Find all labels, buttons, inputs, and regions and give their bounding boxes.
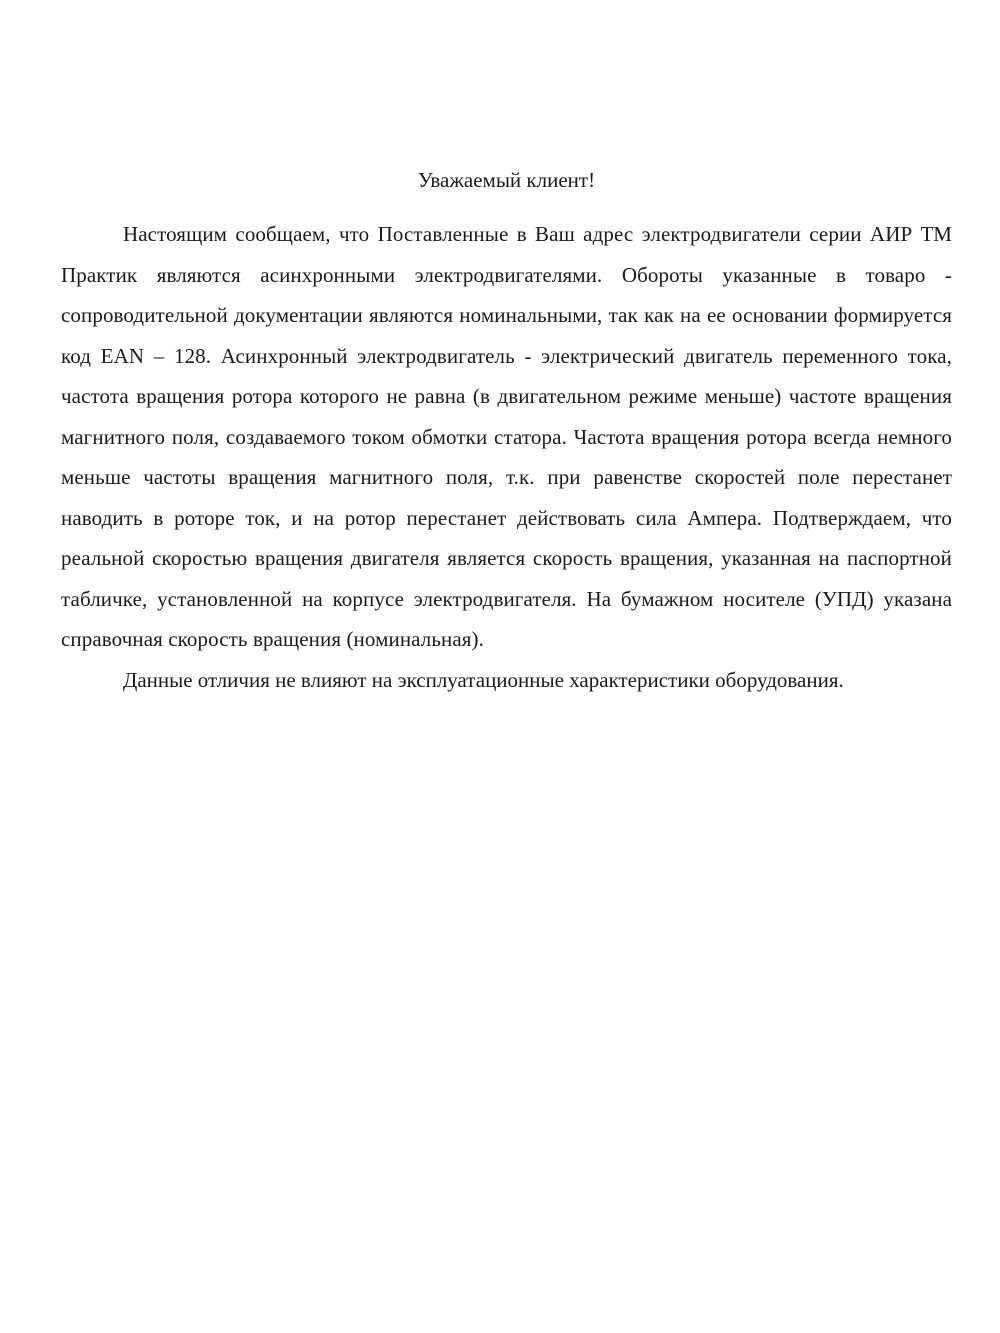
letter-body (61, 164, 952, 700)
main-paragraph: Настоящим сообщаем, что Поставленные в Ваш адрес электродвигатели серии АИР ТМ Практик являются асинхронными электродвигателями. Обороты указанные в товаро - сопроводительной документации являются номинальными, так как на ее основании формируется код EAN – 128. Асинхронный электродвигатель - электрический двигатель переменного тока, частота вращения ротора которого не равна (в двигательном режиме меньше) частоте вращения магнитного поля, создаваемого током обмотки статора. Частота вращения ротора всегда немного меньше частоты вращения магнитного поля, т.к. при равенстве скоростей поле перестанет наводить в роторе ток, и на ротор перестанет действовать сила Ампера. Подтверждаем, что реальной скоростью вращения двигателя является скорость вращения, указанная на паспортной табличке, установленной на корпусе электродвигателя. На бумажном носителе (УПД) указана справочная скорость вращения (номинальная). (61, 222, 952, 651)
closing-paragraph: Данные отличия не влияют на эксплуатационные характеристики оборудования. (123, 667, 844, 692)
greeting-heading: Уважаемый клиент! (417, 168, 596, 192)
